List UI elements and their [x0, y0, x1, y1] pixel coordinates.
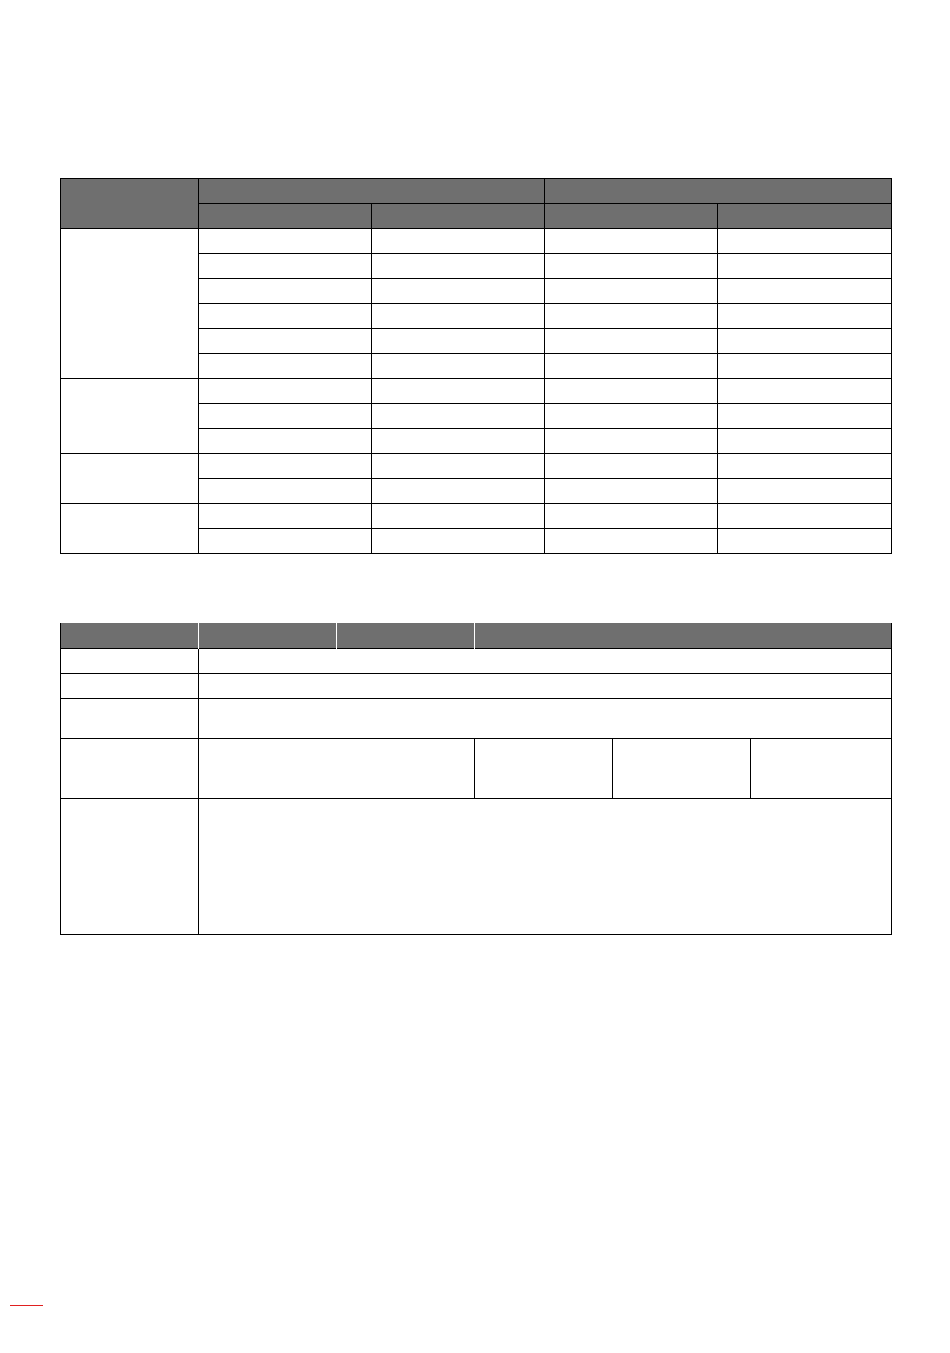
- table-cell: [545, 229, 718, 254]
- table-cell: [199, 279, 372, 304]
- table-row: [61, 454, 892, 479]
- spec-table-2: [60, 623, 892, 935]
- table-cell: [545, 429, 718, 454]
- table-row: [61, 698, 892, 738]
- table-cell: [718, 529, 892, 554]
- table-cell: [545, 354, 718, 379]
- table-cell: [199, 229, 372, 254]
- t2-header-cell: [475, 623, 892, 648]
- group-label: [61, 504, 199, 554]
- row-cell: [199, 738, 475, 798]
- table-row: [61, 229, 892, 254]
- row-label: [61, 798, 199, 934]
- spec-table-1: [60, 178, 892, 554]
- table-cell: [199, 454, 372, 479]
- table-cell: [372, 429, 545, 454]
- t1-body: [61, 229, 892, 554]
- table-cell: [372, 229, 545, 254]
- table-cell: [545, 254, 718, 279]
- table-cell: [199, 504, 372, 529]
- table-cell: [718, 304, 892, 329]
- table-cell: [372, 254, 545, 279]
- table-cell: [372, 404, 545, 429]
- table-cell: [545, 529, 718, 554]
- t1-header-group-1: [199, 179, 545, 204]
- t1-subheader: [372, 204, 545, 229]
- table-cell: [372, 379, 545, 404]
- table-cell: [545, 379, 718, 404]
- table-cell: [545, 329, 718, 354]
- table-cell: [718, 279, 892, 304]
- table-cell: [718, 429, 892, 454]
- row-value: [199, 698, 892, 738]
- table-cell: [199, 529, 372, 554]
- table-cell: [545, 479, 718, 504]
- table-row: [61, 648, 892, 673]
- table-cell: [199, 254, 372, 279]
- table-row: [61, 738, 892, 798]
- row-value: [199, 673, 892, 698]
- row-label: [61, 673, 199, 698]
- table-cell: [372, 454, 545, 479]
- table-cell: [372, 504, 545, 529]
- t2-header-cell: [337, 623, 475, 648]
- row-label: [61, 698, 199, 738]
- table-cell: [199, 404, 372, 429]
- row-label: [61, 738, 199, 798]
- t1-subheader: [545, 204, 718, 229]
- t1-header-group-2: [545, 179, 892, 204]
- table-cell: [199, 354, 372, 379]
- table-cell: [199, 379, 372, 404]
- table-cell: [199, 304, 372, 329]
- table-cell: [718, 329, 892, 354]
- table-cell: [718, 454, 892, 479]
- table-row: [61, 673, 892, 698]
- table-cell: [545, 454, 718, 479]
- table-cell: [372, 329, 545, 354]
- page-footer-mark: [10, 1305, 43, 1306]
- t1-header-corner: [61, 179, 199, 229]
- table-cell: [545, 404, 718, 429]
- table-cell: [199, 429, 372, 454]
- table-row: [61, 379, 892, 404]
- t2-header-cell: [61, 623, 199, 648]
- table-cell: [718, 379, 892, 404]
- row-value: [199, 798, 892, 934]
- table-cell: [199, 329, 372, 354]
- table-cell: [372, 529, 545, 554]
- table-cell: [372, 354, 545, 379]
- row-label: [61, 648, 199, 673]
- row-cell: [475, 738, 613, 798]
- table-cell: [545, 304, 718, 329]
- table-cell: [718, 254, 892, 279]
- t1-subheader: [199, 204, 372, 229]
- table-cell: [718, 229, 892, 254]
- row-cell: [751, 738, 892, 798]
- table-row: [61, 798, 892, 934]
- t1-subheader: [718, 204, 892, 229]
- table-cell: [718, 354, 892, 379]
- table-cell: [199, 479, 372, 504]
- table-row: [61, 504, 892, 529]
- table-cell: [718, 404, 892, 429]
- table-cell: [372, 479, 545, 504]
- table-cell: [718, 504, 892, 529]
- table-cell: [372, 279, 545, 304]
- t2-header-cell: [199, 623, 337, 648]
- row-value: [199, 648, 892, 673]
- group-label: [61, 454, 199, 504]
- table-cell: [372, 304, 545, 329]
- table-cell: [545, 504, 718, 529]
- group-label: [61, 229, 199, 379]
- group-label: [61, 379, 199, 454]
- row-cell: [613, 738, 751, 798]
- table-cell: [545, 279, 718, 304]
- table-cell: [718, 479, 892, 504]
